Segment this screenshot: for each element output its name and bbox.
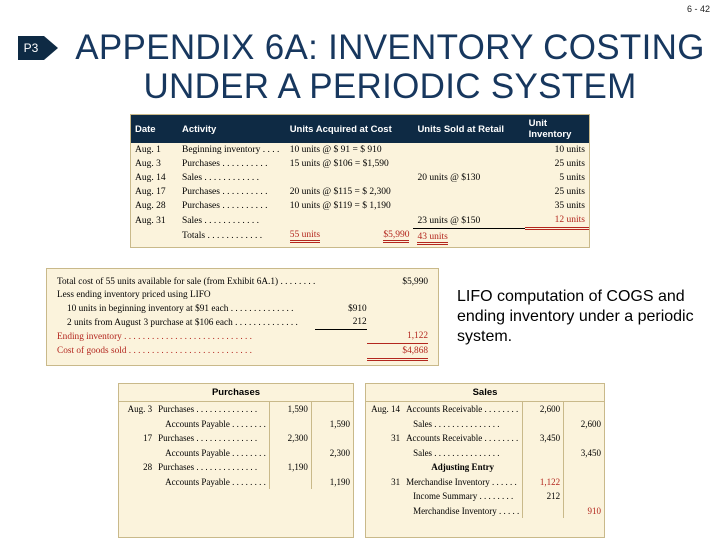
journal-credit: 2,300 bbox=[311, 446, 353, 461]
inventory-activity-table bbox=[130, 114, 590, 248]
journal-account: Purchases . . . . . . . . . . . . . . bbox=[158, 404, 258, 415]
journal-credit: 1,590 bbox=[311, 417, 353, 432]
computation-row bbox=[57, 289, 428, 303]
journal-debit: 1,122 bbox=[523, 475, 564, 490]
journal-row bbox=[366, 417, 604, 432]
cell-date: Aug. 3 bbox=[135, 159, 161, 169]
caption-text: LIFO computation of COGS and ending inventory under a periodic system. bbox=[457, 288, 694, 345]
badge-arrow-icon bbox=[44, 36, 58, 60]
slide-number: 6 - 42 bbox=[686, 4, 710, 14]
cell-activity: Purchases . . . . . . . . . . bbox=[181, 187, 268, 197]
cell-inventory: 25 units bbox=[554, 159, 585, 169]
cell-inventory: 10 units bbox=[554, 145, 585, 155]
totals-cost: $5,990 bbox=[383, 230, 409, 243]
journal-debit: 2,600 bbox=[523, 402, 564, 417]
column-header-units-acquired: Units Acquired at Cost bbox=[286, 115, 414, 143]
journal-date: 17 bbox=[143, 433, 153, 444]
journal-account: Merchandise Inventory . . . . . bbox=[413, 505, 520, 516]
journal-entries bbox=[118, 383, 605, 538]
slide-title: APPENDIX 6A: INVENTORY COSTING UNDER A PERIODIC SYSTEM bbox=[75, 28, 705, 106]
journal-credit: 2,600 bbox=[564, 417, 604, 432]
cell-empty bbox=[131, 229, 178, 245]
journal-account: Income Summary . . . . . . . . bbox=[413, 491, 514, 502]
cell-acquired: 10 units @ $ 91 = $ 910 bbox=[289, 145, 382, 155]
journal-account: Sales . . . . . . . . . . . . . . . bbox=[413, 447, 500, 458]
column-header-activity: Activity bbox=[178, 115, 286, 143]
journal-credit bbox=[564, 475, 604, 490]
table-row bbox=[131, 213, 589, 229]
totals-acquired bbox=[286, 229, 414, 245]
journal-credit bbox=[564, 402, 604, 417]
cell-acquired bbox=[286, 171, 414, 185]
journal-date bbox=[119, 446, 155, 461]
cell-ending-inventory: 12 units bbox=[525, 213, 589, 229]
computation-label: Less ending inventory priced using LIFO bbox=[57, 290, 211, 301]
cell-sold bbox=[413, 143, 524, 157]
totals-row bbox=[131, 229, 589, 245]
journal-date bbox=[366, 460, 403, 475]
journal-debit bbox=[269, 446, 311, 461]
journal-account: Accounts Receivable . . . . . . . . bbox=[406, 404, 519, 415]
table-row bbox=[131, 199, 589, 213]
journal-row bbox=[366, 504, 604, 519]
cell-acquired: 20 units @ $115 = $ 2,300 bbox=[289, 187, 391, 197]
totals-label: Totals . . . . . . . . . . . . bbox=[181, 231, 263, 242]
journal-debit bbox=[269, 417, 311, 432]
learning-objective-badge: P3 bbox=[18, 36, 44, 60]
cell-activity: Purchases . . . . . . . . . . bbox=[181, 201, 268, 211]
computation-total bbox=[367, 316, 428, 330]
lifo-computation-box bbox=[46, 268, 439, 366]
journal-debit bbox=[523, 446, 564, 461]
cell-sold bbox=[413, 185, 524, 199]
totals-units: 55 units bbox=[290, 230, 320, 243]
journal-credit bbox=[564, 489, 604, 504]
column-header-units-sold: Units Sold at Retail bbox=[413, 115, 524, 143]
sales-journal-title: Sales bbox=[366, 384, 604, 402]
computation-total: $5,990 bbox=[402, 276, 428, 287]
journal-debit: 2,300 bbox=[269, 431, 311, 446]
journal-date: 31 bbox=[391, 476, 401, 487]
journal-account: Accounts Receivable . . . . . . . . bbox=[406, 433, 519, 444]
computation-subtotal bbox=[315, 289, 366, 303]
journal-debit: 3,450 bbox=[523, 431, 564, 446]
table-row bbox=[131, 143, 589, 157]
cell-date: Aug. 17 bbox=[135, 187, 166, 197]
journal-date bbox=[366, 489, 403, 504]
journal-credit: 3,450 bbox=[564, 446, 604, 461]
cell-acquired: 15 units @ $106 = $1,590 bbox=[289, 159, 389, 169]
computation-ending-inventory-value: 1,122 bbox=[367, 330, 428, 344]
cell-activity: Purchases . . . . . . . . . . bbox=[181, 159, 268, 169]
cell-inventory: 35 units bbox=[554, 201, 585, 211]
computation-row bbox=[57, 302, 428, 316]
computation-label-ending-inventory: Ending inventory . . . . . . . . . . . . . . . . . . . . . . . . . . . . bbox=[57, 331, 252, 342]
adjusting-entry-title: Adjusting Entry bbox=[431, 462, 495, 473]
cell-empty bbox=[525, 229, 589, 245]
purchases-journal-panel bbox=[118, 383, 354, 538]
journal-credit bbox=[564, 431, 604, 446]
cell-acquired: 10 units @ $119 = $ 1,190 bbox=[289, 201, 391, 211]
journal-debit bbox=[523, 504, 564, 519]
journal-row bbox=[119, 402, 353, 417]
computation-subtotal bbox=[315, 275, 366, 289]
journal-row bbox=[119, 417, 353, 432]
cell-date: Aug. 1 bbox=[135, 145, 161, 155]
cell-inventory: 5 units bbox=[559, 173, 585, 183]
computation-cogs-value: $4,868 bbox=[367, 344, 428, 360]
journal-date bbox=[366, 417, 403, 432]
journal-account: Purchases . . . . . . . . . . . . . . bbox=[158, 462, 258, 473]
computation-subtotal: 212 bbox=[315, 316, 366, 330]
journal-row bbox=[366, 446, 604, 461]
table-header-row bbox=[131, 115, 589, 143]
cell-sold bbox=[413, 199, 524, 213]
journal-debit bbox=[269, 475, 311, 490]
journal-credit bbox=[311, 431, 353, 446]
computation-total bbox=[367, 302, 428, 316]
journal-row bbox=[119, 460, 353, 475]
journal-date bbox=[119, 475, 155, 490]
cell-date: Aug. 28 bbox=[135, 201, 166, 211]
computation-row bbox=[57, 316, 428, 330]
cell-acquired bbox=[286, 213, 414, 229]
computation-total bbox=[367, 289, 428, 303]
computation-label: Total cost of 55 units available for sale (from Exhibit 6A.1) . . . . . . . . bbox=[57, 276, 316, 287]
totals-sold-cell bbox=[413, 229, 524, 245]
journal-debit: 212 bbox=[523, 489, 564, 504]
cell-activity: Sales . . . . . . . . . . . . bbox=[181, 173, 260, 183]
journal-debit bbox=[523, 460, 564, 475]
journal-credit bbox=[564, 460, 604, 475]
journal-account: Accounts Payable . . . . . . . . bbox=[165, 418, 266, 429]
table-row bbox=[131, 185, 589, 199]
column-header-date: Date bbox=[131, 115, 178, 143]
journal-account: Accounts Payable . . . . . . . . bbox=[165, 476, 266, 487]
journal-account: Purchases . . . . . . . . . . . . . . bbox=[158, 433, 258, 444]
journal-credit bbox=[311, 460, 353, 475]
cell-sold: 20 units @ $130 bbox=[417, 173, 481, 183]
journal-date: Aug. 14 bbox=[371, 404, 401, 415]
journal-account: Accounts Payable . . . . . . . . bbox=[165, 447, 266, 458]
journal-credit: 910 bbox=[564, 504, 604, 519]
cell-inventory: 25 units bbox=[554, 187, 585, 197]
column-header-unit-inventory: Unit Inventory bbox=[525, 115, 589, 143]
journal-row bbox=[366, 402, 604, 417]
journal-row bbox=[366, 431, 604, 446]
cell-activity: Beginning inventory . . . . bbox=[181, 145, 280, 155]
journal-row bbox=[119, 431, 353, 446]
table-row bbox=[131, 171, 589, 185]
journal-date bbox=[119, 417, 155, 432]
computation-label-cogs: Cost of goods sold . . . . . . . . . . . . . . . . . . . . . . . . . . . bbox=[57, 346, 252, 357]
journal-row bbox=[119, 446, 353, 461]
purchases-journal-title: Purchases bbox=[119, 384, 353, 402]
computation-subtotal bbox=[315, 344, 366, 360]
journal-debit: 1,590 bbox=[269, 402, 311, 417]
sales-journal-panel bbox=[365, 383, 605, 538]
computation-row bbox=[57, 330, 428, 344]
journal-credit bbox=[311, 402, 353, 417]
journal-account: Sales . . . . . . . . . . . . . . . bbox=[413, 418, 500, 429]
journal-row bbox=[366, 489, 604, 504]
computation-row bbox=[57, 275, 428, 289]
cell-date: Aug. 31 bbox=[135, 215, 166, 226]
computation-row bbox=[57, 344, 428, 360]
cell-activity: Sales . . . . . . . . . . . . bbox=[181, 215, 260, 226]
journal-date: Aug. 3 bbox=[127, 404, 153, 415]
computation-subtotal: $910 bbox=[348, 303, 367, 314]
journal-debit: 1,190 bbox=[269, 460, 311, 475]
totals-sold: 43 units bbox=[417, 232, 447, 245]
cell-sold: 23 units @ $150 bbox=[413, 213, 524, 229]
journal-debit bbox=[523, 417, 564, 432]
cell-sold bbox=[413, 157, 524, 171]
cell-date: Aug. 14 bbox=[135, 173, 166, 183]
journal-date bbox=[366, 504, 403, 519]
journal-date bbox=[366, 446, 403, 461]
adjusting-entry-heading-row bbox=[366, 460, 604, 475]
journal-credit: 1,190 bbox=[311, 475, 353, 490]
journal-row bbox=[119, 475, 353, 490]
computation-label: 10 units in beginning inventory at $91 each . . . . . . . . . . . . . . bbox=[67, 303, 294, 314]
journal-account: Merchandise Inventory . . . . . . bbox=[406, 476, 517, 487]
computation-label: 2 units from August 3 purchase at $106 each . . . . . . . . . . . . . . bbox=[67, 317, 298, 328]
table-row bbox=[131, 157, 589, 171]
journal-row bbox=[366, 475, 604, 490]
journal-date: 28 bbox=[143, 462, 153, 473]
journal-date: 31 bbox=[391, 433, 401, 444]
computation-subtotal bbox=[315, 330, 366, 344]
